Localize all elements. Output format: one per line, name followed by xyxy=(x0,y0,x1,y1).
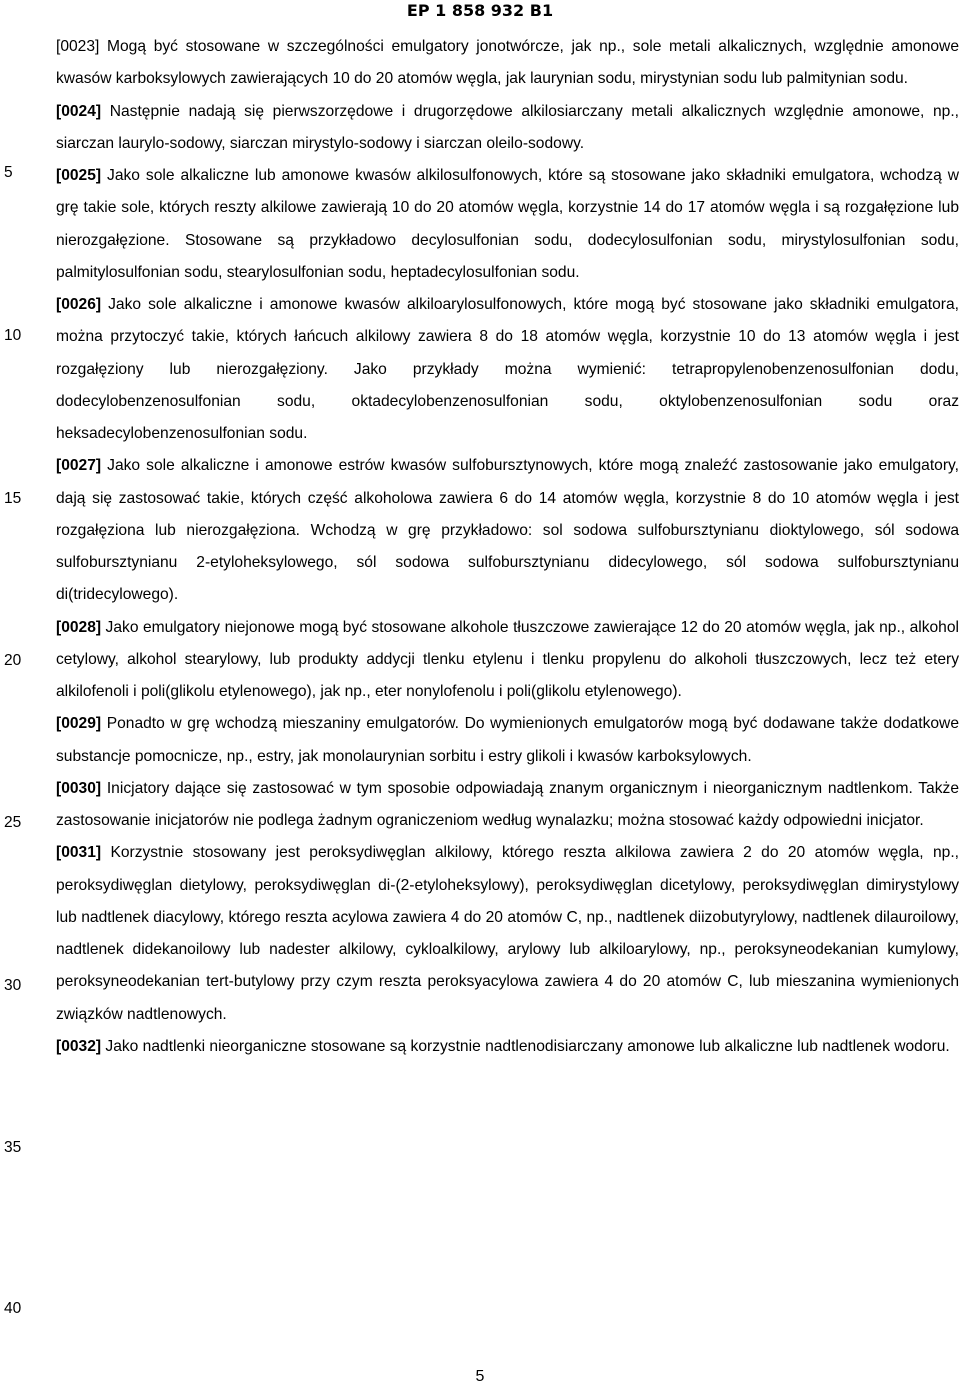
line-number: 40 xyxy=(4,1300,22,1317)
paragraph-0029 xyxy=(56,708,959,773)
paragraph-0030 xyxy=(56,773,959,838)
paragraph-number: [0025] xyxy=(56,167,102,184)
paragraph-0024 xyxy=(56,96,959,161)
paragraph-number: [0024] xyxy=(56,102,102,120)
paragraph-0032 xyxy=(56,1031,959,1063)
line-number: 20 xyxy=(4,652,22,669)
paragraph-number: [0030] xyxy=(56,779,102,797)
line-number: 30 xyxy=(4,977,22,994)
paragraph-number: [0032] xyxy=(56,1037,102,1055)
paragraph-0031 xyxy=(56,837,959,1031)
page-number: 5 xyxy=(475,1368,485,1385)
paragraph-text: Jako emulgatory niejonowe mogą być stosowane alkohole tłuszczowe zawierające 12 do 20 atomów węgla, jak np., alkohol cetylowy, alkohol stearylowy, lub produkty addycji tlenku etylenu i tlenku propylenu do alkoholi tłuszczowych, lecz też etery alkilofenoli i poli(glikolu etylenowego), jak np., eter nonylofenolu i poli(glikolu etylenowego). xyxy=(56,618,959,700)
paragraph-text: Jako sole alkaliczne i amonowe estrów kwasów sulfobursztynowych, które mogą znaleźć zastosowanie jako emulgatory, dają się zastosować takie, których część alkoholowa zawiera 6 do 14 atomów węgla, korzystnie 8 do 10 atomów węgla i jest rozgałęziona lub nierozgałęziona. Wchodzą w grę przykładowo: sol sodowa sulfobursztynianu dioktylowego, sól sodowa sulfobursztynianu 2-etyloheksylowego, sól sodowa sulfobursztynianu didecylowego, sól sodowa sulfobursztynianu di(tridecylowego). xyxy=(56,457,959,604)
paragraph-text: Następnie nadają się pierwszorzędowe i drugorzędowe alkilosiarczany metali alkalicznych względnie amonowe, np., siarczan laurylo-sodowy, siarczan mirystylo-sodowy i siarczan oleilo-sodowy. xyxy=(56,102,959,152)
paragraph-0025 xyxy=(56,160,959,289)
document-body xyxy=(56,31,959,1063)
paragraph-text: Jako sole alkaliczne i amonowe kwasów alkiloarylosulfonowych, które mogą być stosowane jako składniki emulgatora, można przytoczyć takie, których łańcuch alkilowy zawiera 8 do 18 atomów węgla, korzystnie 10 do 13 atomów węgla i jest rozgałęziony lub nierozgałęziony. Jako przykłady można wymienić: tetrapropylenobenzenosulfonian dodu, dodecylobenzenosulfonian sodu, oktadecylobenzenosulfonian sodu, oktylobenzenosulfonian sodu oraz heksadecylobenzenosulfonian sodu. xyxy=(56,296,959,442)
paragraph-0027 xyxy=(56,450,959,611)
patent-number-header: EP 1 858 932 B1 xyxy=(406,1,554,20)
line-number: 5 xyxy=(4,164,13,181)
line-number: 15 xyxy=(4,490,22,507)
line-number: 35 xyxy=(4,1139,22,1156)
paragraph-text: Inicjatory dające się zastosować w tym sposobie odpowiadają znanym organicznym i nieorganicznym nadtlenkom. Także zastosowanie inicjatorów nie podlega żadnym ograniczeniom według wynalazku; można stosować każdy odpowiedni inicjator. xyxy=(56,779,959,829)
line-number-column xyxy=(0,0,40,1388)
paragraph-number: [0027] xyxy=(56,457,102,475)
paragraph-number: [0028] xyxy=(56,618,102,636)
paragraph-text: Ponadto w grę wchodzą mieszaniny emulgatorów. Do wymienionych emulgatorów mogą być dodawane także dodatkowe substancje pomocnicze, np., estry, jak monolaurynian sorbitu i estry glikoli i kwasów karboksylowych. xyxy=(56,715,959,765)
paragraph-text: Jako sole alkaliczne lub amonowe kwasów alkilosulfonowych, które są stosowane jako składniki emulgatora, wchodzą w grę takie sole, których reszty alkilowe zawierają 10 do 20 atomów węgla, korzystnie 14 do 17 atomów węgla i są rozgałęzione lub nierozgałęzione. Stosowane są przykładowo decylosulfonian sodu, dodecylosulfonian sodu, mirystylosulfonian sodu, palmitylosulfonian sodu, stearylosulfonian sodu, heptadecylosulfonian sodu. xyxy=(56,167,959,281)
paragraph-0028 xyxy=(56,612,959,709)
paragraph-number: [0026] xyxy=(56,296,102,313)
paragraph-text: Korzystnie stosowany jest peroksydiwęglan alkilowy, którego reszta alkilowa zawiera 2 do 20 atomów węgla, np., peroksydiwęglan dietylowy, peroksydiwęglan di-(2-etyloheksylowy), peroksydiwęglan dicetylowy, peroksydiwęglan dimirystylowy lub nadtlenek diacylowy, którego reszta acylowa zawiera 4 do 20 atomów C, np., nadtlenek diizobutyrylowy, nadtlenek dilauroilowy, nadtlenek didekanoilowy lub nadester alkilowy, cykloalkilowy, arylowy lub alkiloarylowy, np., peroksyneodekanian kumylowy, peroksyneodekanian tert-butylowy przy czym reszta peroksyacylowa zawiera 4 do 20 atomów C, lub mieszanina wymienionych związków nadtlenowych. xyxy=(56,844,959,1023)
line-number: 10 xyxy=(4,327,22,344)
line-number: 25 xyxy=(4,814,22,831)
paragraph-0026 xyxy=(56,289,959,450)
paragraph-text: Jako nadtlenki nieorganiczne stosowane są korzystnie nadtlenodisiarczany amonowe lub alkaliczne lub nadtlenek wodoru. xyxy=(101,1037,950,1055)
paragraph-text: [0023] Mogą być stosowane w szczególności emulgatory jonotwórcze, jak np., sole metali alkalicznych, względnie amonowe kwasów karboksylowych zawierających 10 do 20 atomów węgla, jak laurynian sodu, mirystynian sodu lub palmitynian sodu. xyxy=(56,38,959,88)
paragraph-number: [0031] xyxy=(56,844,102,862)
paragraph-number: [0029] xyxy=(56,715,102,733)
paragraph-0023 xyxy=(56,31,959,96)
